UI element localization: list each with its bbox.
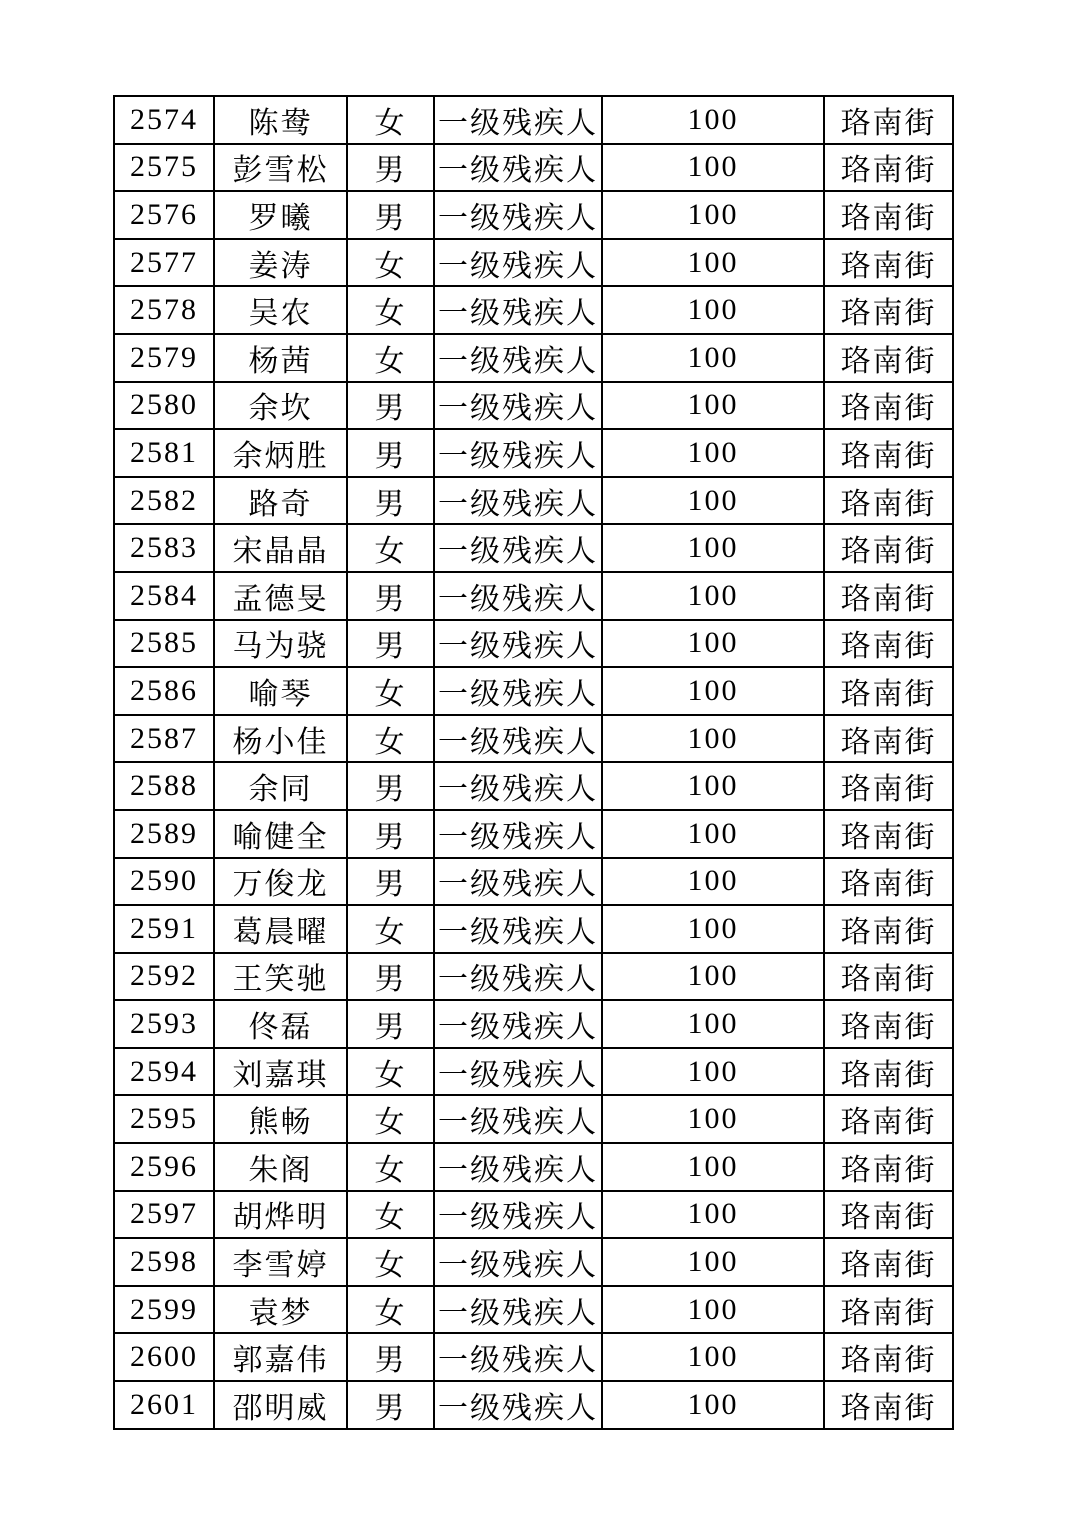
amount-cell: 100 xyxy=(602,429,824,477)
category-cell: 一级残疾人 xyxy=(434,1286,602,1334)
gender-cell: 男 xyxy=(347,429,434,477)
table-row xyxy=(114,1143,953,1191)
name-cell: 胡烨明 xyxy=(214,1191,347,1239)
street-cell: 珞南街 xyxy=(824,1381,953,1429)
street-cell: 珞南街 xyxy=(824,1191,953,1239)
serial-cell: 2587 xyxy=(114,715,214,763)
gender-cell: 男 xyxy=(347,1381,434,1429)
name-cell: 马为骁 xyxy=(214,620,347,668)
category-cell: 一级残疾人 xyxy=(434,477,602,525)
gender-cell: 女 xyxy=(347,96,434,144)
amount-cell: 100 xyxy=(602,144,824,192)
table-row xyxy=(114,1095,953,1143)
table-row xyxy=(114,715,953,763)
serial-cell: 2586 xyxy=(114,667,214,715)
serial-cell: 2590 xyxy=(114,858,214,906)
table-row xyxy=(114,953,953,1001)
table-row xyxy=(114,96,953,144)
street-cell: 珞南街 xyxy=(824,1286,953,1334)
gender-cell: 女 xyxy=(347,715,434,763)
category-cell: 一级残疾人 xyxy=(434,620,602,668)
gender-cell: 女 xyxy=(347,334,434,382)
street-cell: 珞南街 xyxy=(824,429,953,477)
street-cell: 珞南街 xyxy=(824,382,953,430)
table-row xyxy=(114,1381,953,1429)
category-cell: 一级残疾人 xyxy=(434,191,602,239)
amount-cell: 100 xyxy=(602,572,824,620)
gender-cell: 女 xyxy=(347,1238,434,1286)
serial-cell: 2589 xyxy=(114,810,214,858)
gender-cell: 女 xyxy=(347,1286,434,1334)
serial-cell: 2583 xyxy=(114,524,214,572)
name-cell: 杨茜 xyxy=(214,334,347,382)
table-row xyxy=(114,1238,953,1286)
category-cell: 一级残疾人 xyxy=(434,762,602,810)
gender-cell: 女 xyxy=(347,667,434,715)
gender-cell: 男 xyxy=(347,572,434,620)
table-row xyxy=(114,286,953,334)
street-cell: 珞南街 xyxy=(824,286,953,334)
category-cell: 一级残疾人 xyxy=(434,334,602,382)
gender-cell: 男 xyxy=(347,620,434,668)
street-cell: 珞南街 xyxy=(824,953,953,1001)
table-row xyxy=(114,1048,953,1096)
name-cell: 朱阁 xyxy=(214,1143,347,1191)
street-cell: 珞南街 xyxy=(824,715,953,763)
name-cell: 熊畅 xyxy=(214,1095,347,1143)
street-cell: 珞南街 xyxy=(824,191,953,239)
category-cell: 一级残疾人 xyxy=(434,667,602,715)
gender-cell: 男 xyxy=(347,858,434,906)
gender-cell: 男 xyxy=(347,191,434,239)
serial-cell: 2601 xyxy=(114,1381,214,1429)
table-row xyxy=(114,1000,953,1048)
beneficiary-table xyxy=(113,95,954,1430)
amount-cell: 100 xyxy=(602,1381,824,1429)
serial-cell: 2593 xyxy=(114,1000,214,1048)
amount-cell: 100 xyxy=(602,239,824,287)
category-cell: 一级残疾人 xyxy=(434,953,602,1001)
table-row xyxy=(114,334,953,382)
amount-cell: 100 xyxy=(602,1286,824,1334)
name-cell: 陈鸯 xyxy=(214,96,347,144)
name-cell: 宋晶晶 xyxy=(214,524,347,572)
name-cell: 郭嘉伟 xyxy=(214,1333,347,1381)
name-cell: 万俊龙 xyxy=(214,858,347,906)
gender-cell: 女 xyxy=(347,1048,434,1096)
street-cell: 珞南街 xyxy=(824,858,953,906)
amount-cell: 100 xyxy=(602,810,824,858)
amount-cell: 100 xyxy=(602,715,824,763)
street-cell: 珞南街 xyxy=(824,1048,953,1096)
gender-cell: 男 xyxy=(347,144,434,192)
serial-cell: 2584 xyxy=(114,572,214,620)
serial-cell: 2574 xyxy=(114,96,214,144)
table-row xyxy=(114,1286,953,1334)
category-cell: 一级残疾人 xyxy=(434,429,602,477)
gender-cell: 女 xyxy=(347,1095,434,1143)
serial-cell: 2576 xyxy=(114,191,214,239)
name-cell: 王笑驰 xyxy=(214,953,347,1001)
street-cell: 珞南街 xyxy=(824,477,953,525)
amount-cell: 100 xyxy=(602,1095,824,1143)
serial-cell: 2575 xyxy=(114,144,214,192)
serial-cell: 2596 xyxy=(114,1143,214,1191)
amount-cell: 100 xyxy=(602,477,824,525)
category-cell: 一级残疾人 xyxy=(434,524,602,572)
table-row xyxy=(114,905,953,953)
serial-cell: 2577 xyxy=(114,239,214,287)
table-row xyxy=(114,382,953,430)
name-cell: 葛晨曜 xyxy=(214,905,347,953)
street-cell: 珞南街 xyxy=(824,96,953,144)
amount-cell: 100 xyxy=(602,858,824,906)
serial-cell: 2581 xyxy=(114,429,214,477)
category-cell: 一级残疾人 xyxy=(434,239,602,287)
amount-cell: 100 xyxy=(602,334,824,382)
street-cell: 珞南街 xyxy=(824,524,953,572)
street-cell: 珞南街 xyxy=(824,810,953,858)
name-cell: 喻琴 xyxy=(214,667,347,715)
table-row xyxy=(114,1333,953,1381)
category-cell: 一级残疾人 xyxy=(434,858,602,906)
name-cell: 袁梦 xyxy=(214,1286,347,1334)
amount-cell: 100 xyxy=(602,524,824,572)
amount-cell: 100 xyxy=(602,382,824,430)
serial-cell: 2580 xyxy=(114,382,214,430)
name-cell: 姜涛 xyxy=(214,239,347,287)
name-cell: 李雪婷 xyxy=(214,1238,347,1286)
amount-cell: 100 xyxy=(602,1333,824,1381)
table-row xyxy=(114,858,953,906)
category-cell: 一级残疾人 xyxy=(434,905,602,953)
table-row xyxy=(114,810,953,858)
street-cell: 珞南街 xyxy=(824,1095,953,1143)
name-cell: 余炳胜 xyxy=(214,429,347,477)
street-cell: 珞南街 xyxy=(824,762,953,810)
table-row xyxy=(114,524,953,572)
gender-cell: 女 xyxy=(347,1143,434,1191)
name-cell: 杨小佳 xyxy=(214,715,347,763)
category-cell: 一级残疾人 xyxy=(434,1143,602,1191)
category-cell: 一级残疾人 xyxy=(434,1095,602,1143)
gender-cell: 男 xyxy=(347,953,434,1001)
category-cell: 一级残疾人 xyxy=(434,1333,602,1381)
name-cell: 邵明威 xyxy=(214,1381,347,1429)
gender-cell: 女 xyxy=(347,286,434,334)
amount-cell: 100 xyxy=(602,286,824,334)
name-cell: 罗曦 xyxy=(214,191,347,239)
serial-cell: 2599 xyxy=(114,1286,214,1334)
category-cell: 一级残疾人 xyxy=(434,572,602,620)
serial-cell: 2597 xyxy=(114,1191,214,1239)
gender-cell: 男 xyxy=(347,382,434,430)
amount-cell: 100 xyxy=(602,1048,824,1096)
serial-cell: 2588 xyxy=(114,762,214,810)
street-cell: 珞南街 xyxy=(824,239,953,287)
serial-cell: 2591 xyxy=(114,905,214,953)
street-cell: 珞南街 xyxy=(824,1333,953,1381)
category-cell: 一级残疾人 xyxy=(434,1381,602,1429)
category-cell: 一级残疾人 xyxy=(434,810,602,858)
serial-cell: 2579 xyxy=(114,334,214,382)
street-cell: 珞南街 xyxy=(824,572,953,620)
table-row xyxy=(114,429,953,477)
name-cell: 刘嘉琪 xyxy=(214,1048,347,1096)
name-cell: 佟磊 xyxy=(214,1000,347,1048)
street-cell: 珞南街 xyxy=(824,1143,953,1191)
table-row xyxy=(114,620,953,668)
street-cell: 珞南街 xyxy=(824,667,953,715)
category-cell: 一级残疾人 xyxy=(434,144,602,192)
table-row xyxy=(114,191,953,239)
serial-cell: 2582 xyxy=(114,477,214,525)
amount-cell: 100 xyxy=(602,667,824,715)
name-cell: 余同 xyxy=(214,762,347,810)
amount-cell: 100 xyxy=(602,762,824,810)
street-cell: 珞南街 xyxy=(824,334,953,382)
serial-cell: 2598 xyxy=(114,1238,214,1286)
gender-cell: 男 xyxy=(347,1333,434,1381)
name-cell: 孟德旻 xyxy=(214,572,347,620)
table-row xyxy=(114,572,953,620)
table-row xyxy=(114,144,953,192)
gender-cell: 女 xyxy=(347,1191,434,1239)
street-cell: 珞南街 xyxy=(824,1000,953,1048)
category-cell: 一级残疾人 xyxy=(434,1048,602,1096)
amount-cell: 100 xyxy=(602,1191,824,1239)
gender-cell: 女 xyxy=(347,239,434,287)
category-cell: 一级残疾人 xyxy=(434,286,602,334)
serial-cell: 2600 xyxy=(114,1333,214,1381)
serial-cell: 2585 xyxy=(114,620,214,668)
category-cell: 一级残疾人 xyxy=(434,715,602,763)
amount-cell: 100 xyxy=(602,191,824,239)
street-cell: 珞南街 xyxy=(824,144,953,192)
table-row xyxy=(114,1191,953,1239)
table-row xyxy=(114,667,953,715)
category-cell: 一级残疾人 xyxy=(434,382,602,430)
name-cell: 余坎 xyxy=(214,382,347,430)
name-cell: 路奇 xyxy=(214,477,347,525)
table-row xyxy=(114,762,953,810)
serial-cell: 2592 xyxy=(114,953,214,1001)
serial-cell: 2594 xyxy=(114,1048,214,1096)
amount-cell: 100 xyxy=(602,1000,824,1048)
gender-cell: 男 xyxy=(347,477,434,525)
amount-cell: 100 xyxy=(602,96,824,144)
street-cell: 珞南街 xyxy=(824,905,953,953)
street-cell: 珞南街 xyxy=(824,1238,953,1286)
table-row xyxy=(114,239,953,287)
name-cell: 吴农 xyxy=(214,286,347,334)
name-cell: 喻健全 xyxy=(214,810,347,858)
amount-cell: 100 xyxy=(602,1143,824,1191)
category-cell: 一级残疾人 xyxy=(434,1238,602,1286)
gender-cell: 男 xyxy=(347,1000,434,1048)
category-cell: 一级残疾人 xyxy=(434,96,602,144)
beneficiary-table-body xyxy=(114,96,953,1429)
category-cell: 一级残疾人 xyxy=(434,1191,602,1239)
name-cell: 彭雪松 xyxy=(214,144,347,192)
gender-cell: 女 xyxy=(347,905,434,953)
amount-cell: 100 xyxy=(602,953,824,1001)
street-cell: 珞南街 xyxy=(824,620,953,668)
gender-cell: 男 xyxy=(347,762,434,810)
category-cell: 一级残疾人 xyxy=(434,1000,602,1048)
serial-cell: 2578 xyxy=(114,286,214,334)
table-row xyxy=(114,477,953,525)
amount-cell: 100 xyxy=(602,620,824,668)
amount-cell: 100 xyxy=(602,1238,824,1286)
serial-cell: 2595 xyxy=(114,1095,214,1143)
gender-cell: 男 xyxy=(347,810,434,858)
amount-cell: 100 xyxy=(602,905,824,953)
gender-cell: 女 xyxy=(347,524,434,572)
